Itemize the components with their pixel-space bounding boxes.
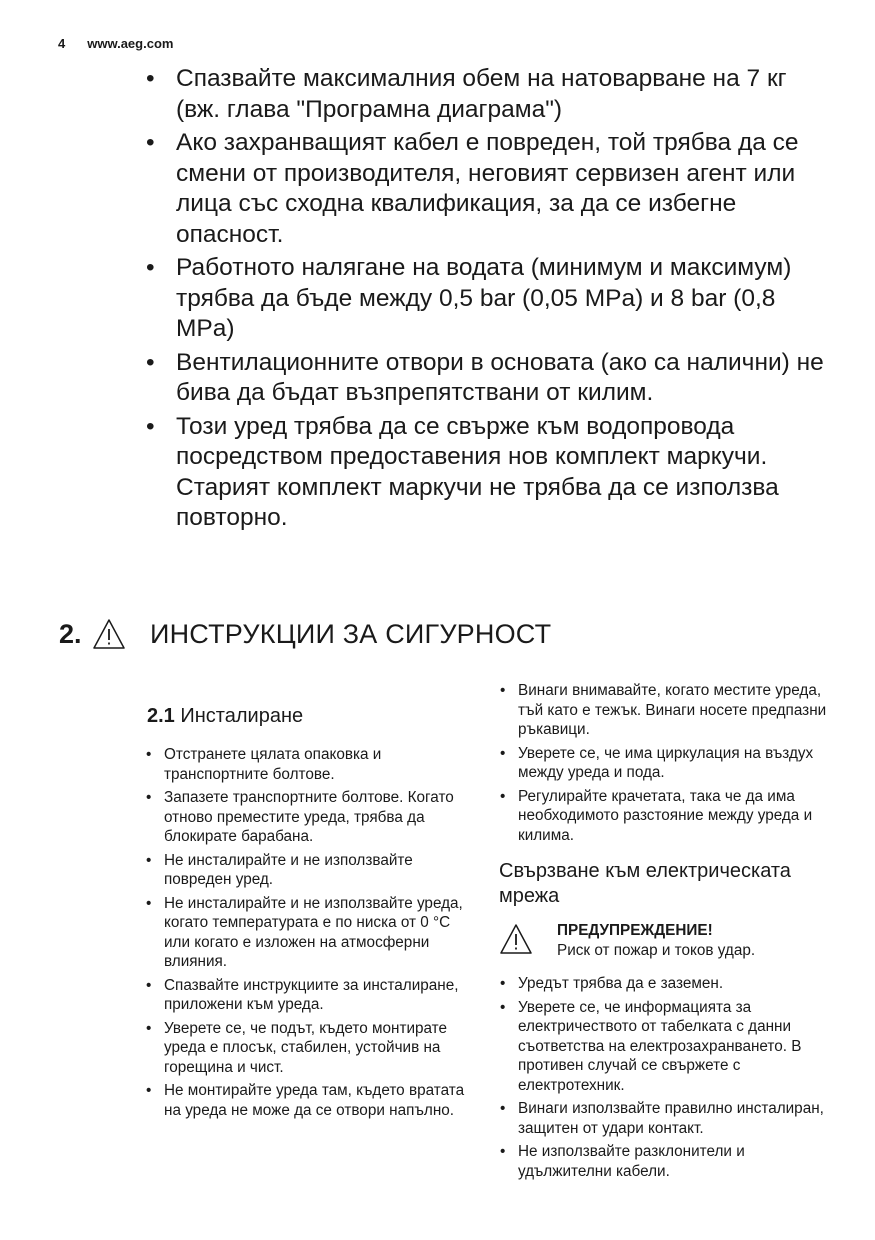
list-item: • Не монтирайте уреда там, където вратата на уреда не може да се отвори напълно. (145, 1081, 475, 1120)
electrical-heading: Свързване към електрическата мрежа (499, 860, 791, 907)
list-item: • Спазвайте инструкциите за инсталиране, приложени към уреда. (145, 976, 475, 1015)
list-item: • Вентилационните отвори в основата (ако са налични) не бива да бъдат възпрепятствани от килим. (145, 348, 825, 409)
list-item: • Винаги използвайте правилно инсталиран, защитен от удари контакт. (499, 1099, 829, 1138)
list-item: • Уверете се, че информацията за електричеството от табелката с данни съответства на електрозахранването. В противен случай се свържете с електротехник. (499, 998, 829, 1096)
section-number: 2. (59, 618, 82, 649)
list-item: • Не инсталирайте и не използвайте повреден уред. (145, 851, 475, 890)
subsection-number: 2.1 (147, 705, 175, 727)
page-header (58, 36, 173, 51)
left-column (145, 705, 475, 1124)
list-item: • Уверете се, че има циркулация на въздух между уреда и пода. (499, 744, 829, 783)
warning-title: ПРЕДУПРЕЖДЕНИЕ! (557, 922, 713, 939)
electrical-list (499, 974, 829, 1181)
section-heading (59, 618, 551, 650)
list-item: • Работното налягане на водата (минимум и максимум) трябва да бъде между 0,5 bar (0,05 MPa) и 8 bar (0,8 MPa) (145, 253, 825, 345)
website-link[interactable]: www.aeg.com (87, 36, 174, 51)
list-item: • Уверете се, че подът, където монтирате уреда е плосък, стабилен, устойчив на горещина и чист. (145, 1019, 475, 1078)
installation-heading (147, 705, 475, 728)
list-item: • Не инсталирайте и не използвайте уреда, когато температурата е по ниска от 0 °C или когато е изложен на атмосферни влияния. (145, 894, 475, 972)
list-item: • Винаги внимавайте, когато местите уреда, тъй като е тежък. Винаги носете предпазни ръкавици. (499, 681, 829, 740)
section-title: ИНСТРУКЦИИ ЗА СИГУРНОСТ (150, 618, 552, 649)
top-bullet-list (145, 64, 825, 537)
list-item: • Отстранете цялата опаковка и транспортните болтове. (145, 745, 475, 784)
warning-triangle-icon (92, 618, 126, 650)
warning-content (557, 921, 755, 960)
right-column (499, 681, 829, 1185)
list-item: • Не използвайте разклонители и удължителни кабели. (499, 1142, 829, 1181)
list-item: • Ако захранващият кабел е повреден, той трябва да се смени от производителя, неговият сервизен агент или лица със сходна квалификация, за да се избегне опасност. (145, 128, 825, 250)
list-item: • Регулирайте крачетата, така че да има необходимото разстояние между уреда и килима. (499, 787, 829, 846)
subsection-title: Инсталиране (180, 705, 304, 727)
list-item: • Спазвайте максималния обем на натоварване на 7 кг (вж. глава "Програмна диаграма") (145, 64, 825, 125)
list-item: • Този уред трябва да се свърже към водопровода посредством предоставения нов комплект маркучи. Старият комплект маркучи не трябва да се използва повторно. (145, 412, 825, 534)
list-item: • Уредът трябва да е заземен. (499, 974, 829, 994)
installation-list-continued (499, 681, 829, 845)
warning-triangle-icon (499, 923, 533, 955)
list-item: • Запазете транспортните болтове. Когато отново преместите уреда, трябва да блокирате барабана. (145, 788, 475, 847)
installation-list (145, 745, 475, 1120)
warning-box (499, 921, 829, 960)
page-number: 4 (58, 36, 66, 51)
warning-text: Риск от пожар и токов удар. (557, 941, 756, 959)
